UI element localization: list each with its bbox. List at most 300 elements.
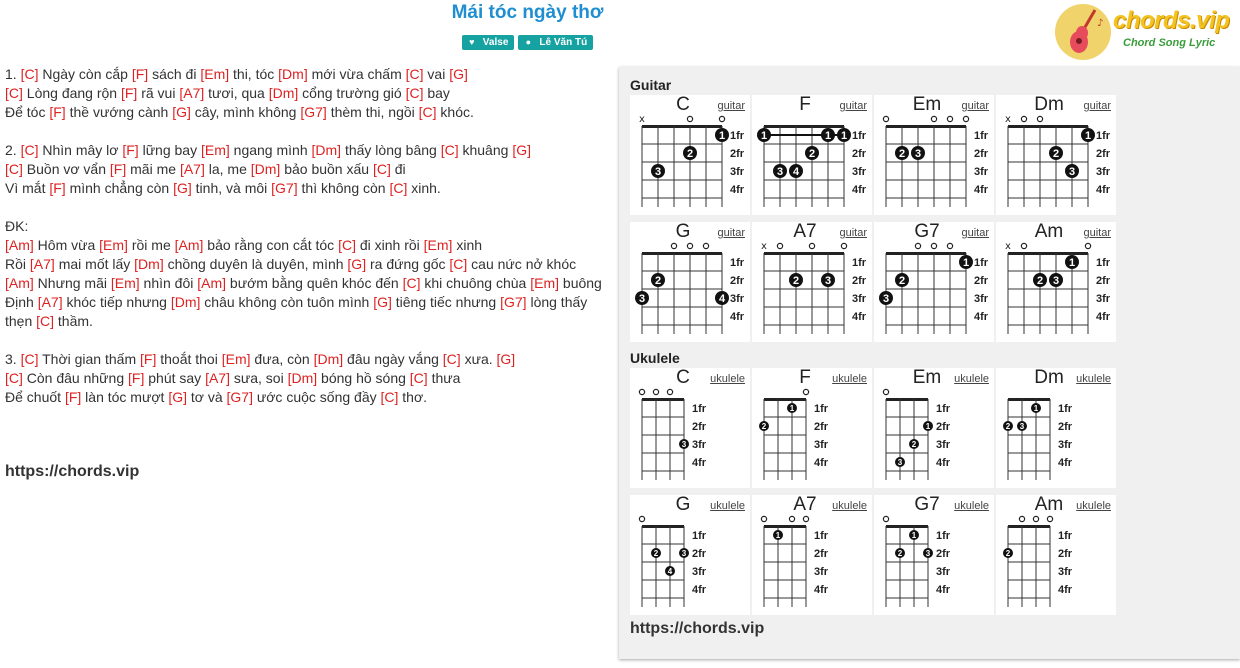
- chord-link[interactable]: [C]: [402, 275, 421, 291]
- chord-link[interactable]: [A7]: [179, 161, 205, 177]
- chord-link[interactable]: [G7]: [226, 389, 253, 405]
- artist-label: Lê Văn Tú: [539, 37, 588, 48]
- chord-link[interactable]: [Em]: [99, 237, 128, 253]
- lyric-text: tơ và: [186, 389, 227, 405]
- lyric-text: Nhìn mây lơ: [38, 142, 123, 158]
- chord-link[interactable]: [C]: [405, 85, 424, 101]
- lyric-text: mai mốt lấy: [54, 256, 135, 272]
- lyric-line: [5, 217, 613, 236]
- chord-name: Am: [1034, 494, 1064, 515]
- fret-number: 2fr: [1058, 421, 1073, 433]
- finger-number: 3: [1052, 275, 1060, 287]
- chord-name: G7: [914, 221, 940, 242]
- open-string-marker: [653, 389, 658, 394]
- fret-number: 2fr: [692, 421, 707, 433]
- fret-number: 3fr: [692, 439, 707, 451]
- finger-number: 2: [686, 148, 694, 160]
- lyric-text: sưa, soi: [229, 370, 288, 386]
- lyric-text: thi, tóc: [229, 66, 279, 82]
- chord-link[interactable]: [Am]: [197, 275, 227, 291]
- lyric-text: phút say: [144, 370, 206, 386]
- lyric-line: [5, 293, 613, 331]
- chord-diagram-c[interactable]: [630, 368, 750, 488]
- chord-diagram-a7[interactable]: [752, 495, 872, 615]
- lyric-line: [5, 255, 613, 274]
- finger-number: 1: [1068, 257, 1076, 269]
- lyric-text: Thời gian thấm: [38, 351, 140, 367]
- lyric-text: bảo rằng con cắt tóc: [203, 237, 339, 253]
- fret-number: 3fr: [852, 293, 867, 305]
- lyric-text: chồng duyên là duyên, mình: [163, 256, 348, 272]
- lyric-text: Nhưng mãi: [33, 275, 111, 291]
- chord-diagram-em[interactable]: [874, 95, 994, 215]
- open-string-marker: [719, 116, 724, 121]
- fret-number: 4fr: [974, 184, 989, 196]
- chord-link[interactable]: [Am]: [5, 275, 34, 291]
- fret-number: 3fr: [1096, 166, 1111, 178]
- user-icon: ●: [525, 37, 532, 47]
- chord-link[interactable]: [Dm]: [313, 351, 344, 367]
- lyric-line: [5, 160, 613, 179]
- open-string-marker: [1021, 116, 1026, 121]
- finger-number: 2: [1052, 148, 1060, 160]
- chord-link[interactable]: [Em]: [200, 142, 230, 158]
- fret-number: 2fr: [692, 548, 707, 560]
- fret-number: 4fr: [692, 457, 707, 469]
- chord-link[interactable]: [Dm]: [287, 370, 318, 386]
- finger-number: 1: [962, 257, 970, 269]
- site-url-left[interactable]: https://chords.vip: [5, 463, 140, 480]
- finger-number: 2: [653, 549, 659, 558]
- open-string-marker: [671, 243, 676, 248]
- open-string-marker: [803, 389, 808, 394]
- chord-diagram-a7[interactable]: [752, 222, 872, 342]
- lyric-text: ra đứng gốc: [366, 256, 450, 272]
- fret-number: 3fr: [692, 566, 707, 578]
- fret-number: 1fr: [852, 257, 867, 269]
- finger-number: 4: [792, 166, 800, 178]
- chord-link[interactable]: [G]: [496, 351, 516, 367]
- lyric-text: Định: [5, 294, 38, 310]
- fret-number: 4fr: [814, 584, 829, 596]
- fret-number: 3fr: [730, 293, 745, 305]
- finger-number: 3: [681, 440, 687, 449]
- chord-diagram-dm[interactable]: [996, 368, 1116, 488]
- lyric-text: 2.: [5, 142, 21, 158]
- open-string-marker: [963, 116, 968, 121]
- chord-link[interactable]: [C]: [449, 256, 468, 272]
- finger-number: 1: [824, 130, 832, 142]
- lyric-text: xưa.: [460, 351, 497, 367]
- lyric-text: ngang mình: [229, 142, 312, 158]
- lyric-text: mình chẳng còn: [65, 180, 174, 196]
- fret-number: 1fr: [692, 530, 707, 542]
- finger-number: 3: [1068, 166, 1076, 178]
- lyric-text: lững bay: [138, 142, 201, 158]
- chord-diagram-c[interactable]: [630, 95, 750, 215]
- fret-number: 4fr: [936, 457, 951, 469]
- chord-link[interactable]: [F]: [64, 389, 82, 405]
- chord-name: F: [799, 94, 811, 115]
- fret-number: 2fr: [1096, 148, 1111, 160]
- finger-number: 4: [718, 293, 726, 305]
- open-string-marker: [687, 243, 692, 248]
- chord-link[interactable]: [Dm]: [250, 161, 281, 177]
- fretboard: [752, 95, 872, 215]
- fret-number: 3fr: [730, 166, 745, 178]
- lyric-text: cây, mình không: [190, 104, 301, 120]
- finger-number: 1: [760, 130, 768, 142]
- finger-number: 1: [789, 404, 795, 413]
- chord-diagram-dm[interactable]: [996, 95, 1116, 215]
- muted-string-marker: x: [639, 114, 645, 125]
- chord-link[interactable]: [G]: [449, 66, 468, 82]
- lyric-text: xinh: [452, 237, 483, 253]
- lyric-text: 3.: [5, 351, 21, 367]
- finger-number: 1: [840, 130, 848, 142]
- site-url-right[interactable]: https://chords.vip: [630, 620, 765, 637]
- fret-number: 4fr: [974, 311, 989, 323]
- muted-string-marker: x: [1005, 241, 1011, 252]
- chord-link[interactable]: [C]: [5, 370, 23, 386]
- lyric-text: Hôm vừa: [33, 237, 100, 253]
- fret-number: 1fr: [692, 403, 707, 415]
- lyric-text: bay: [423, 85, 450, 101]
- open-string-marker: [803, 516, 808, 521]
- open-string-marker: [841, 243, 846, 248]
- lyric-text: nhìn đôi: [139, 275, 198, 291]
- fret-number: 2fr: [1096, 275, 1111, 287]
- chord-link[interactable]: [C]: [20, 351, 39, 367]
- lyric-text: buông: [559, 275, 602, 291]
- chord-diagram-am[interactable]: [996, 495, 1116, 615]
- chord-link[interactable]: [G7]: [500, 294, 527, 310]
- fret-number: 1fr: [936, 530, 951, 542]
- lyric-text: thèm thi, ngồi: [326, 104, 419, 120]
- lyric-text: mới vừa chấm: [307, 66, 406, 82]
- instrument-link[interactable]: ukulele: [1076, 500, 1111, 512]
- chord-link[interactable]: [A7]: [29, 256, 55, 272]
- instrument-link[interactable]: ukulele: [1076, 373, 1111, 385]
- chord-link[interactable]: [G7]: [271, 180, 298, 196]
- lyric-text: la, me: [204, 161, 251, 177]
- lyric-text: bảo buồn xấu: [280, 161, 373, 177]
- chord-name: A7: [793, 221, 817, 242]
- fretboard: [752, 222, 872, 342]
- chord-link[interactable]: [Dm]: [170, 294, 201, 310]
- finger-number: 3: [681, 549, 687, 558]
- lyric-text: tiêng tiếc nhưng: [391, 294, 501, 310]
- chord-link[interactable]: [F]: [120, 85, 138, 101]
- instrument-link[interactable]: ukulele: [954, 500, 989, 512]
- instrument-link[interactable]: guitar: [717, 100, 745, 112]
- lyric-text: Để tóc: [5, 104, 50, 120]
- chord-link[interactable]: [C]: [418, 104, 437, 120]
- chord-panel: [619, 67, 1240, 659]
- chord-name: C: [676, 367, 690, 388]
- chord-name: Dm: [1034, 94, 1064, 115]
- chord-diagram-f[interactable]: [752, 368, 872, 488]
- fretboard: [630, 368, 750, 488]
- chord-link[interactable]: [Dm]: [268, 85, 299, 101]
- fret-number: 1fr: [974, 130, 989, 142]
- open-string-marker: [1047, 516, 1052, 521]
- instrument-link[interactable]: guitar: [961, 227, 989, 239]
- chord-link[interactable]: [G]: [172, 104, 191, 120]
- lyric-text: thì không còn: [297, 180, 390, 196]
- finger-number: 2: [1005, 549, 1011, 558]
- fret-number: 1fr: [1058, 403, 1073, 415]
- fret-number: 4fr: [852, 311, 867, 323]
- chord-link[interactable]: [F]: [131, 66, 149, 82]
- finger-number: 1: [911, 531, 917, 540]
- fret-number: 2fr: [730, 275, 745, 287]
- chord-link[interactable]: [G]: [512, 142, 531, 158]
- finger-number: 2: [898, 275, 906, 287]
- chord-link[interactable]: [F]: [140, 351, 157, 367]
- lyric-text: thầm.: [54, 313, 93, 329]
- chord-diagram-f[interactable]: [752, 95, 872, 215]
- fretboard: [874, 495, 994, 615]
- site-logo[interactable]: [1053, 4, 1233, 62]
- chord-name: A7: [793, 494, 817, 515]
- instrument-link[interactable]: ukulele: [832, 500, 867, 512]
- fret-number: 4fr: [936, 584, 951, 596]
- finger-number: 2: [911, 440, 917, 449]
- open-string-marker: [639, 389, 644, 394]
- open-string-marker: [931, 243, 936, 248]
- instrument-link[interactable]: guitar: [1083, 100, 1111, 112]
- chord-link[interactable]: [Dm]: [278, 66, 308, 82]
- fret-number: 3fr: [974, 166, 989, 178]
- fret-number: 1fr: [1096, 130, 1111, 142]
- chord-link[interactable]: [C]: [409, 370, 428, 386]
- chord-link[interactable]: [F]: [122, 142, 139, 158]
- lyric-text: thề vướng cành: [65, 104, 173, 120]
- chord-link[interactable]: [C]: [380, 389, 399, 405]
- chord-link[interactable]: [F]: [128, 370, 145, 386]
- muted-string-marker: x: [1005, 114, 1011, 125]
- fret-number: 3fr: [1058, 566, 1073, 578]
- guitar-logo-icon: [1055, 4, 1111, 60]
- lyric-line: [5, 141, 613, 160]
- fret-number: 2fr: [1058, 548, 1073, 560]
- chord-diagram-g[interactable]: [630, 495, 750, 615]
- instrument-link[interactable]: guitar: [839, 227, 867, 239]
- instrument-link[interactable]: ukulele: [710, 373, 745, 385]
- chord-name: Dm: [1034, 367, 1064, 388]
- chord-link[interactable]: [F]: [49, 104, 66, 120]
- chord-link[interactable]: [G]: [168, 389, 187, 405]
- chord-name: G: [675, 494, 691, 515]
- finger-number: 3: [925, 549, 931, 558]
- open-string-marker: [777, 243, 782, 248]
- chord-link[interactable]: [A7]: [37, 294, 63, 310]
- chord-link[interactable]: [G]: [373, 294, 392, 310]
- instrument-link[interactable]: guitar: [839, 100, 867, 112]
- lyric-text: đi xinh rồi: [355, 237, 424, 253]
- finger-number: 4: [667, 567, 673, 576]
- lyric-text: Ngày còn cắp: [38, 66, 132, 82]
- lyric-text: khuâng: [458, 142, 513, 158]
- chord-diagram-g[interactable]: [630, 222, 750, 342]
- chord-name: C: [676, 94, 690, 115]
- chord-link[interactable]: [F]: [109, 161, 127, 177]
- fret-number: 3fr: [814, 439, 829, 451]
- ukulele-section-label: Ukulele: [630, 350, 680, 366]
- finger-number: 3: [914, 148, 922, 160]
- lyric-text: Buồn vơ vẩn: [22, 161, 110, 177]
- chord-link[interactable]: [C]: [389, 180, 408, 196]
- fret-number: 4fr: [1058, 584, 1073, 596]
- fret-number: 1fr: [730, 130, 745, 142]
- chord-name: Em: [912, 367, 942, 388]
- finger-number: 2: [654, 275, 662, 287]
- chord-link[interactable]: [F]: [49, 180, 66, 196]
- chord-name: F: [799, 367, 811, 388]
- instrument-link[interactable]: guitar: [1083, 227, 1111, 239]
- open-string-marker: [687, 116, 692, 121]
- fret-number: 2fr: [730, 148, 745, 160]
- fret-number: 4fr: [730, 184, 745, 196]
- lyric-text: Vì mắt: [5, 180, 50, 196]
- lyric-text: Lòng đang rộn: [22, 85, 121, 101]
- lyric-text: Rồi: [5, 256, 30, 272]
- rhythm-badge[interactable]: [462, 35, 515, 50]
- chord-link[interactable]: [C]: [440, 142, 459, 158]
- fret-number: 2fr: [974, 275, 989, 287]
- chord-link[interactable]: [Am]: [5, 237, 34, 253]
- fretboard: [874, 95, 994, 215]
- lyric-line: [5, 236, 613, 255]
- chord-link[interactable]: [Em]: [423, 237, 453, 253]
- song-badges: [0, 35, 1055, 50]
- instrument-link[interactable]: ukulele: [710, 500, 745, 512]
- chord-link[interactable]: [A7]: [179, 85, 205, 101]
- instrument-link[interactable]: guitar: [717, 227, 745, 239]
- fretboard: [630, 95, 750, 215]
- finger-number: 1: [1033, 404, 1039, 413]
- lyric-text: Để chuốt: [5, 389, 65, 405]
- lyric-text: cổng trường gió: [298, 85, 406, 101]
- chord-link[interactable]: [C]: [442, 351, 461, 367]
- finger-number: 3: [638, 293, 646, 305]
- chord-link[interactable]: [C]: [405, 66, 424, 82]
- lyric-text: bóng hồ sóng: [317, 370, 410, 386]
- chord-name: Am: [1034, 221, 1064, 242]
- chord-link[interactable]: [G]: [173, 180, 192, 196]
- open-string-marker: [789, 516, 794, 521]
- fret-number: 1fr: [1058, 530, 1073, 542]
- fret-number: 3fr: [974, 293, 989, 305]
- chord-link[interactable]: [C]: [36, 313, 55, 329]
- lyric-text: thoắt thoi: [156, 351, 222, 367]
- lyric-line: [5, 179, 613, 198]
- lyric-text: khóc.: [436, 104, 474, 120]
- lyric-text: làn tóc mượt: [81, 389, 169, 405]
- chord-link[interactable]: [C]: [20, 66, 39, 82]
- fret-number: 3fr: [1096, 293, 1111, 305]
- chord-link[interactable]: [Dm]: [134, 256, 164, 272]
- fret-number: 2fr: [852, 148, 867, 160]
- fret-number: 4fr: [1096, 311, 1111, 323]
- chord-link[interactable]: [Em]: [530, 275, 560, 291]
- lyric-spacer: [5, 198, 613, 217]
- chord-link[interactable]: [C]: [5, 85, 23, 101]
- lyric-line: [5, 274, 613, 293]
- lyric-text: xinh.: [407, 180, 441, 196]
- ukulele-chord-grid: [630, 368, 1118, 490]
- fretboard: [630, 495, 750, 615]
- chord-link[interactable]: [Em]: [221, 351, 251, 367]
- fret-number: 4fr: [1058, 457, 1073, 469]
- chord-diagram-g7[interactable]: [874, 222, 994, 342]
- lyric-text: đi: [390, 161, 406, 177]
- finger-number: 3: [1019, 422, 1025, 431]
- open-string-marker: [1021, 243, 1026, 248]
- fret-number: 1fr: [814, 403, 829, 415]
- fretboard: [996, 222, 1116, 342]
- open-string-marker: [639, 516, 644, 521]
- chord-link[interactable]: [Em]: [110, 275, 140, 291]
- rhythm-label: Valse: [482, 37, 509, 48]
- lyric-text: lòng thấy thẹn: [5, 294, 588, 329]
- chord-link[interactable]: [C]: [338, 237, 356, 253]
- finger-number: 1: [775, 531, 781, 540]
- chord-link[interactable]: [A7]: [205, 370, 230, 386]
- lyric-text: đưa, còn: [250, 351, 314, 367]
- chord-diagram-am[interactable]: [996, 222, 1116, 342]
- lyric-line: [5, 103, 613, 122]
- chord-link[interactable]: [C]: [20, 142, 39, 158]
- chord-name: G7: [914, 494, 940, 515]
- open-string-marker: [883, 389, 888, 394]
- lyric-line: [5, 65, 613, 84]
- chord-diagram-em[interactable]: [874, 368, 994, 488]
- open-string-marker: [809, 243, 814, 248]
- open-string-marker: [947, 116, 952, 121]
- lyric-spacer: [5, 331, 613, 350]
- instrument-link[interactable]: guitar: [961, 100, 989, 112]
- artist-badge[interactable]: [518, 35, 593, 50]
- finger-number: 3: [897, 458, 903, 467]
- fret-number: 1fr: [936, 403, 951, 415]
- finger-number: 2: [808, 148, 816, 160]
- finger-number: 3: [882, 293, 890, 305]
- fret-number: 1fr: [814, 530, 829, 542]
- fretboard: [996, 495, 1116, 615]
- fretboard: [752, 495, 872, 615]
- chord-link[interactable]: [G]: [347, 256, 367, 272]
- chord-link[interactable]: [C]: [5, 161, 23, 177]
- instrument-link[interactable]: ukulele: [954, 373, 989, 385]
- chord-link[interactable]: [Am]: [174, 237, 204, 253]
- logo-text: chords.vip: [1113, 7, 1230, 34]
- chord-diagram-g7[interactable]: [874, 495, 994, 615]
- chord-link[interactable]: [Em]: [200, 66, 230, 82]
- lyric-text: rồi me: [127, 237, 175, 253]
- lyric-line: [5, 350, 613, 369]
- open-string-marker: [883, 516, 888, 521]
- open-string-marker: [915, 243, 920, 248]
- chord-link[interactable]: [Dm]: [311, 142, 342, 158]
- finger-number: 2: [897, 549, 903, 558]
- finger-number: 3: [824, 275, 832, 287]
- fret-number: 3fr: [814, 566, 829, 578]
- instrument-link[interactable]: ukulele: [832, 373, 867, 385]
- chord-link[interactable]: [C]: [372, 161, 391, 177]
- chord-link[interactable]: [G7]: [300, 104, 327, 120]
